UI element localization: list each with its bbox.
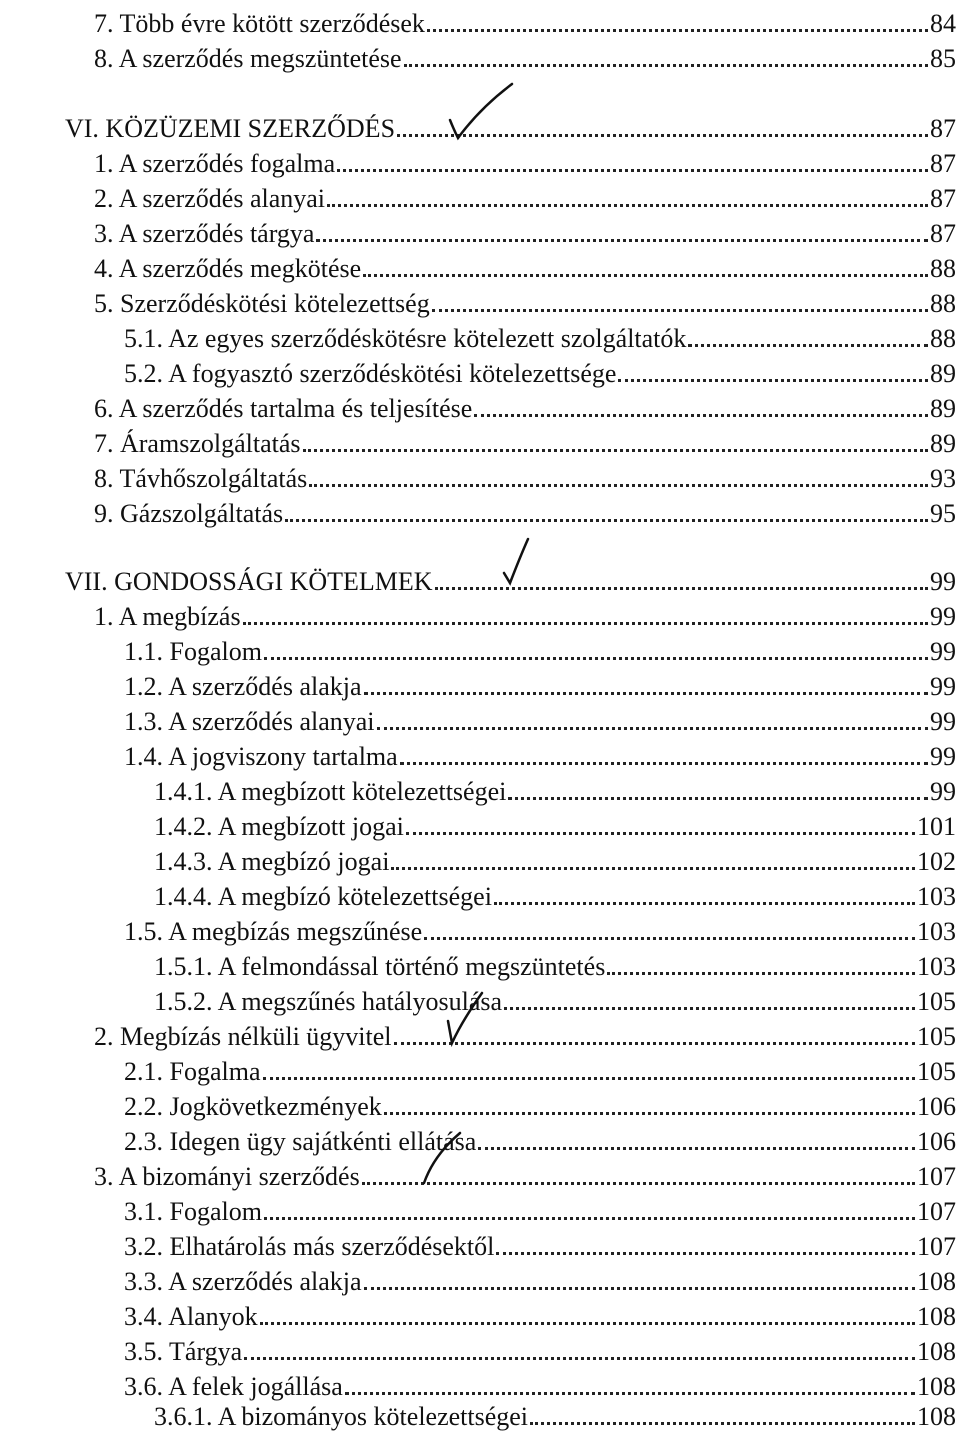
toc-entry-page: 107 [917, 1197, 956, 1226]
dot-leader [427, 29, 928, 32]
toc-entry-page: 103 [917, 917, 956, 946]
toc-entry-title: 1.4. A jogviszony tartalma [124, 742, 398, 771]
toc-entry-title: 3. A szerződés tárgya [94, 219, 315, 248]
toc-entry [0, 495, 960, 529]
toc-entry-page: 89 [930, 394, 956, 423]
toc-entry [0, 563, 960, 597]
toc-entry [0, 180, 960, 214]
toc-entry-page: 88 [930, 324, 956, 353]
toc-entry [0, 1088, 960, 1122]
toc-entry-page: 84 [930, 9, 956, 38]
toc-entry [0, 425, 960, 459]
toc-entry [0, 598, 960, 632]
dot-leader [504, 1007, 915, 1010]
toc-entry [0, 40, 960, 74]
toc-entry [0, 1398, 960, 1432]
dot-leader [327, 204, 928, 207]
toc-entry-title: VI. KÖZÜZEMI SZERZŐDÉS [65, 114, 396, 143]
dot-leader [397, 134, 928, 137]
toc-entry [0, 1018, 960, 1052]
toc-entry-page: 99 [930, 637, 956, 666]
toc-entry-page: 99 [930, 672, 956, 701]
dot-leader [406, 832, 915, 835]
toc-entry [0, 250, 960, 284]
toc-entry-title: 1. A megbízás [94, 602, 241, 631]
toc-entry-title: 3.4. Alanyok [124, 1302, 258, 1331]
toc-entry [0, 738, 960, 772]
toc-entry-title: 3.2. Elhatárolás más szerződésektől [124, 1232, 495, 1261]
toc-entry [0, 948, 960, 982]
toc-entry-title: 3.5. Tárgya [124, 1337, 243, 1366]
toc-entry [0, 215, 960, 249]
toc-entry-page: 99 [930, 707, 956, 736]
toc-entry-title: 1.3. A szerződés alanyai [124, 707, 375, 736]
toc-entry-title: 4. A szerződés megkötése [94, 254, 362, 283]
dot-leader [494, 902, 915, 905]
toc-entry-title: 6. A szerződés tartalma és teljesítése [94, 394, 473, 423]
toc-entry-title: 1.5.2. A megszűnés hatályosulása [154, 987, 503, 1016]
toc-entry-title: 2.1. Fogalma [124, 1057, 261, 1086]
toc-entry-page: 99 [930, 742, 956, 771]
toc-entry-page: 103 [917, 882, 956, 911]
toc-entry-title: 3.6. A felek jogállása [124, 1372, 343, 1401]
toc-entry-title: 3.1. Fogalom [124, 1197, 262, 1226]
toc-entry-title: 2.2. Jogkövetkezmények [124, 1092, 382, 1121]
toc-entry-page: 108 [917, 1402, 956, 1431]
toc-entry-page: 89 [930, 429, 956, 458]
dot-leader [364, 1287, 915, 1290]
toc-entry-title: 8. A szerződés megszüntetése [94, 44, 402, 73]
toc-entry-title: 5.2. A fogyasztó szerződéskötési kötelezettsége [124, 359, 617, 388]
toc-entry-title: 1.4.1. A megbízott kötelezettségei [154, 777, 507, 806]
toc-entry-title: 1.5.1. A felmondással történő megszüntetés [154, 952, 606, 981]
toc-entry [0, 808, 960, 842]
toc-entry-title: 5. Szerződéskötési kötelezettség [94, 289, 430, 318]
toc-entry-page: 99 [930, 567, 956, 596]
dot-leader [244, 1357, 915, 1360]
dot-leader [285, 519, 928, 522]
dot-leader [508, 797, 928, 800]
toc-entry-title: 1. A szerződés fogalma [94, 149, 336, 178]
dot-leader [432, 309, 928, 312]
toc-entry-page: 105 [917, 987, 956, 1016]
toc-entry-title: 1.1. Fogalom [124, 637, 262, 666]
toc-entry [0, 1263, 960, 1297]
toc-entry-page: 93 [930, 464, 956, 493]
toc-entry-page: 105 [917, 1057, 956, 1086]
toc-entry [0, 5, 960, 39]
toc-entry-title: 2. Megbízás nélküli ügyvitel [94, 1022, 392, 1051]
toc-entry-page: 99 [930, 602, 956, 631]
toc-entry [0, 843, 960, 877]
toc-entry-page: 85 [930, 44, 956, 73]
toc-entry-title: 1.4.2. A megbízott jogai [154, 812, 404, 841]
toc-entry [0, 1368, 960, 1402]
toc-entry-page: 108 [917, 1372, 956, 1401]
dot-leader [337, 169, 928, 172]
toc-entry-page: 107 [917, 1232, 956, 1261]
toc-entry-page: 108 [917, 1337, 956, 1366]
toc-entry-title: 5.1. Az egyes szerződéskötésre kötelezett szolgáltatók [124, 324, 687, 353]
dot-leader [309, 484, 928, 487]
dot-leader [364, 692, 928, 695]
toc-entry-page: 88 [930, 254, 956, 283]
toc-entry-page: 107 [917, 1162, 956, 1191]
toc-entry-title: 3.6.1. A bizományos kötelezettségei [154, 1402, 529, 1431]
toc-entry-title: 3.3. A szerződés alakja [124, 1267, 362, 1296]
toc-entry-page: 101 [917, 812, 956, 841]
dot-leader [264, 1217, 915, 1220]
toc-entry-title: 3. A bizományi szerződés [94, 1162, 360, 1191]
toc-entry [0, 285, 960, 319]
toc-entry [0, 1053, 960, 1087]
toc-entry [0, 703, 960, 737]
dot-leader [435, 587, 928, 590]
toc-entry [0, 1193, 960, 1227]
toc-entry-page: 87 [930, 184, 956, 213]
toc-entry-title: 7. Áramszolgáltatás [94, 429, 301, 458]
toc-entry [0, 1158, 960, 1192]
dot-leader [478, 1147, 915, 1150]
dot-leader [345, 1392, 915, 1395]
toc-entry-title: 7. Több évre kötött szerződések [94, 9, 425, 38]
toc-entry [0, 390, 960, 424]
toc-entry-page: 87 [930, 149, 956, 178]
dot-leader [363, 274, 928, 277]
toc-entry-title: 2.3. Idegen ügy sajátkénti ellátása [124, 1127, 477, 1156]
toc-entry-page: 99 [930, 777, 956, 806]
toc-entry [0, 983, 960, 1017]
dot-leader [243, 622, 928, 625]
dot-leader [394, 1042, 915, 1045]
toc-entry-title: 9. Gázszolgáltatás [94, 499, 284, 528]
dot-leader [260, 1322, 915, 1325]
toc-entry-page: 106 [917, 1127, 956, 1156]
toc-entry-title: 1.4.4. A megbízó kötelezettségei [154, 882, 492, 911]
toc-entry-page: 95 [930, 499, 956, 528]
toc-entry [0, 668, 960, 702]
dot-leader [316, 239, 928, 242]
toc-entry-page: 102 [917, 847, 956, 876]
toc-entry [0, 878, 960, 912]
toc-entry-page: 88 [930, 289, 956, 318]
dot-leader [400, 762, 928, 765]
toc-entry-page: 87 [930, 219, 956, 248]
toc-entry [0, 633, 960, 667]
toc-entry [0, 1123, 960, 1157]
dot-leader [384, 1112, 915, 1115]
dot-leader [391, 867, 915, 870]
toc-entry [0, 1298, 960, 1332]
dot-leader [688, 344, 928, 347]
toc-entry [0, 110, 960, 144]
toc-entry-page: 89 [930, 359, 956, 388]
toc-entry-title: 1.4.3. A megbízó jogai [154, 847, 390, 876]
toc-entry [0, 773, 960, 807]
dot-leader [530, 1422, 915, 1425]
toc-entry-title: 1.5. A megbízás megszűnése [124, 917, 423, 946]
toc-entry-page: 108 [917, 1267, 956, 1296]
dot-leader [424, 937, 915, 940]
dot-leader [303, 449, 929, 452]
toc-entry [0, 913, 960, 947]
dot-leader [362, 1182, 915, 1185]
toc-entry [0, 320, 960, 354]
dot-leader [264, 657, 928, 660]
dot-leader [263, 1077, 916, 1080]
toc-entry-page: 105 [917, 1022, 956, 1051]
toc-entry-page: 106 [917, 1092, 956, 1121]
toc-entry-page: 103 [917, 952, 956, 981]
dot-leader [607, 972, 915, 975]
dot-leader [618, 379, 928, 382]
toc-entry [0, 145, 960, 179]
toc-entry-page: 87 [930, 114, 956, 143]
dot-leader [496, 1252, 915, 1255]
toc-entry-title: 1.2. A szerződés alakja [124, 672, 362, 701]
toc-entry-title: VII. GONDOSSÁGI KÖTELMEK [65, 567, 433, 596]
toc-entry-page: 108 [917, 1302, 956, 1331]
toc-entry-title: 2. A szerződés alanyai [94, 184, 326, 213]
toc-entry [0, 1228, 960, 1262]
dot-leader [377, 727, 928, 730]
toc-entry [0, 355, 960, 389]
toc-entry [0, 1333, 960, 1367]
dot-leader [474, 414, 928, 417]
toc-entry-title: 8. Távhőszolgáltatás [94, 464, 308, 493]
dot-leader [404, 64, 928, 67]
toc-entry [0, 460, 960, 494]
